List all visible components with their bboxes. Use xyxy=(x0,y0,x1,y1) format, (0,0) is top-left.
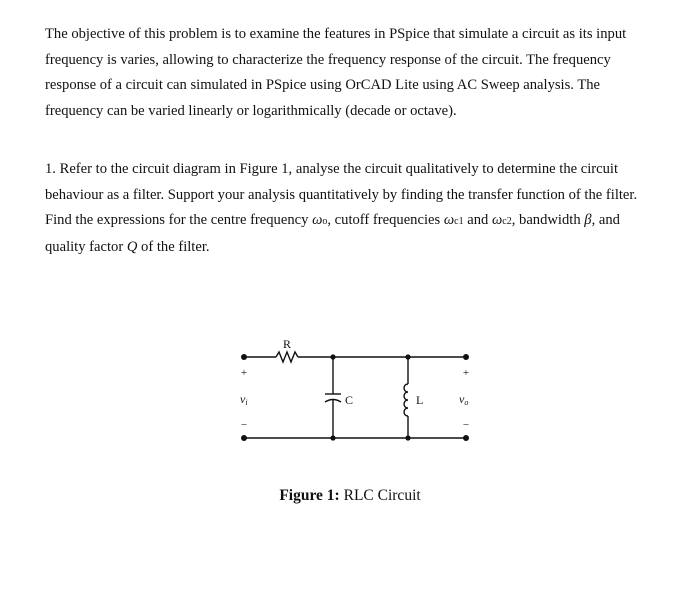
figure-caption-title: RLC Circuit xyxy=(339,487,421,504)
input-minus-terminal xyxy=(241,435,247,441)
question-text-d: , bandwidth xyxy=(511,212,585,228)
output-plus-terminal xyxy=(463,354,469,360)
intro-paragraph: The objective of this problem is to examine the features in PSpice that simulate a circuit as its input frequency is varies, allowing to characterize the frequency response of the circuit. The frequency response of a circuit can simulated in PSpice using OrCAD Lite using AC Sweep analysis. The frequency can be varied linearly or logarithmically (decade or octave). xyxy=(45,26,627,119)
output-plus-sign: + xyxy=(462,367,470,379)
capacitor-bottom-node xyxy=(330,435,335,440)
question-text-f: of the filter. xyxy=(137,238,210,255)
beta-symbol: β xyxy=(584,212,592,228)
figure-caption-label: Figure 1: xyxy=(279,487,340,504)
question-text-e: , and quality factor xyxy=(45,212,620,255)
inductor-bottom-node xyxy=(405,435,410,440)
input-voltage-label: vi xyxy=(240,392,248,407)
resistor-label: R xyxy=(282,337,292,351)
capacitor-top-node xyxy=(330,354,335,359)
inductor-label: L xyxy=(416,393,424,407)
inductor-top-node xyxy=(405,354,410,359)
input-minus-sign: − xyxy=(240,419,248,431)
omega-c1-symbol: ωc1 xyxy=(443,212,464,228)
figure-caption xyxy=(0,487,700,505)
output-voltage-label: vo xyxy=(459,392,469,407)
inductor-symbol xyxy=(404,384,408,416)
question-text-a: 1. Refer to the circuit diagram in Figure 1, analyse the circuit qualitatively to determine the circuit behaviour as a filter. Support your analysis quantitatively by finding the transfer function of the filter. Find the expressions for the centre frequency xyxy=(45,161,638,228)
resistor-symbol xyxy=(276,352,298,362)
output-minus-terminal xyxy=(463,435,469,441)
output-minus-sign: − xyxy=(462,419,470,431)
omega-o-symbol: ωo xyxy=(312,212,328,228)
input-plus-terminal xyxy=(241,354,247,360)
question-text-b: , cutoff frequencies xyxy=(327,212,444,228)
question-text-c: and xyxy=(463,212,492,228)
omega-c2-symbol: ωc2 xyxy=(491,212,512,228)
capacitor-label: C xyxy=(345,393,354,407)
q-symbol: Q xyxy=(126,238,138,255)
input-plus-sign: + xyxy=(240,367,248,379)
